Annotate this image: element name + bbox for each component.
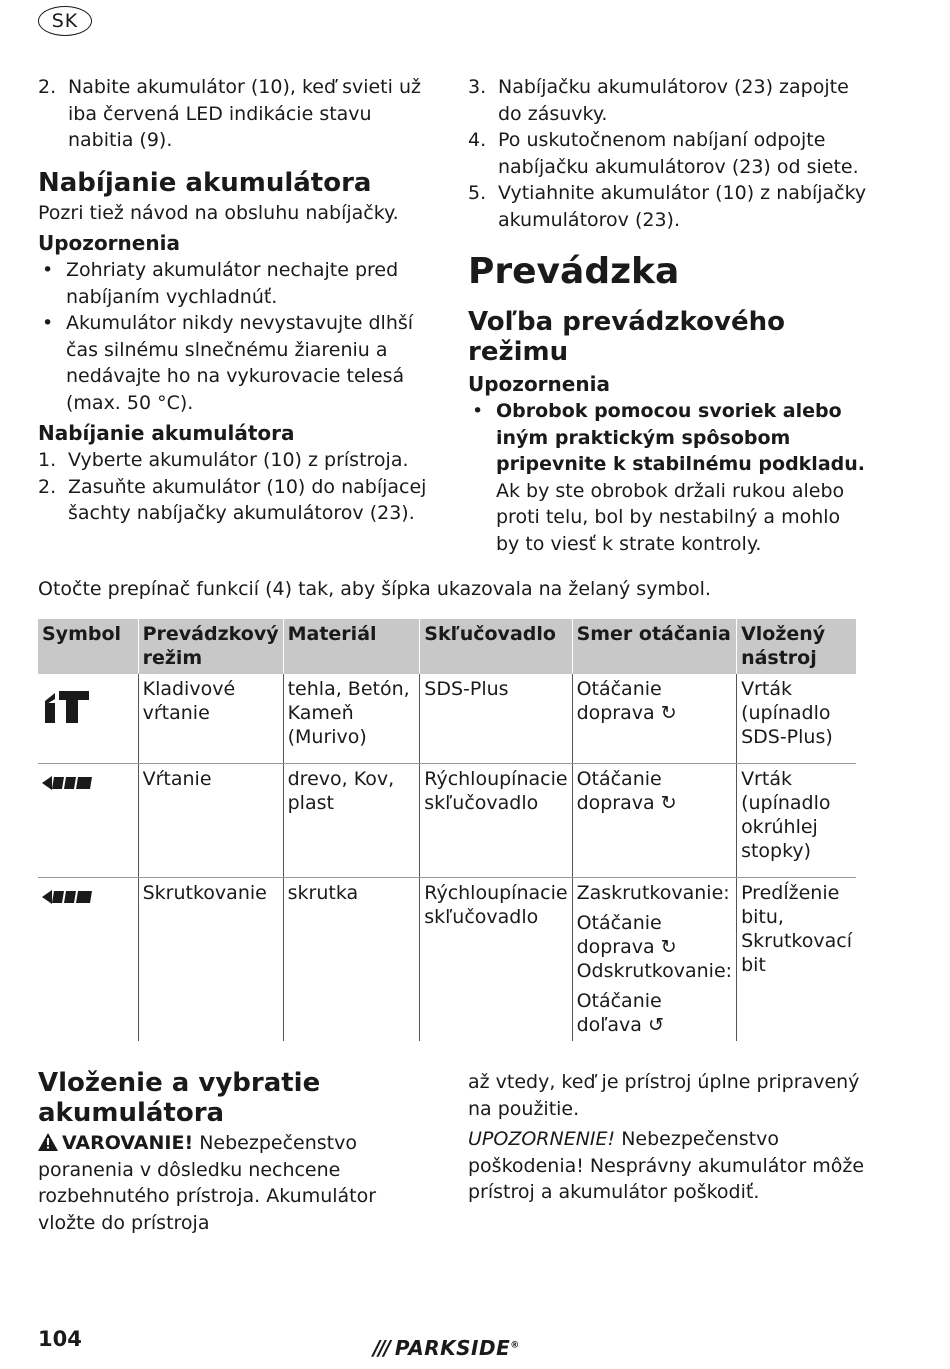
notes-heading: Upozornenia	[468, 372, 610, 396]
material-cell: drevo, Kov, plast	[283, 764, 420, 878]
subheading-charging: Nabíjanie akumulátora	[38, 421, 295, 445]
brand-slashes-icon: ///	[373, 1336, 389, 1360]
symbol-cell	[38, 764, 138, 878]
direction-cell: Otáčanie doprava ↻	[572, 674, 737, 764]
bullet-item: • Akumulátor nikdy nevystavujte dlhší čas silnému slnečnému žiareniu a nedávajte ho na vykurovacie telesá (max. 50 °C).	[38, 310, 438, 416]
column-header: Skľučovadlo	[420, 619, 572, 674]
column-header: Smer otáčania	[572, 619, 737, 674]
right-column	[468, 74, 868, 557]
material-cell: tehla, Betón, Kameň (Murivo)	[283, 674, 420, 764]
table-header-row	[38, 619, 856, 674]
bullet-item: • Zohriaty akumulátor nechajte pred nabíjaním vychladnúť.	[38, 257, 438, 310]
bottom-right-column	[468, 1069, 868, 1206]
column-header: Symbol	[38, 619, 138, 674]
chuck-cell: Rýchloupínacie skľučovadlo	[420, 764, 572, 878]
bullet-item: • Obrobok pomocou svoriek alebo iným praktickým spôsobom pripevnite k stabilnému podkladu. Ak by ste obrobok držali rukou alebo proti telu, bol by nestabilný a mohlo by to viesť k strate kontroly.	[468, 398, 868, 557]
table-row	[38, 878, 856, 1042]
warning-triangle-icon	[38, 1133, 58, 1151]
language-badge: SK	[38, 6, 92, 36]
direction-cell: Zaskrutkovanie: Otáčanie doprava ↻ Odskrutkovanie: Otáčanie doľava ↺	[572, 878, 737, 1042]
list-item: 2. Zasuňte akumulátor (10) do nabíjacej šachty nabíjačky akumulátorov (23).	[38, 475, 427, 524]
drill-icon	[42, 773, 94, 793]
list-item: 1. Vyberte akumulátor (10) z prístroja.	[38, 449, 409, 471]
symbol-cell	[38, 674, 138, 764]
intro-text: Otočte prepínač funkcií (4) tak, aby šípka ukazovala na želaný symbol.	[38, 578, 711, 600]
warning-paragraph: VAROVANIE! Nebezpečenstvo poranenia v dôsledku nechcene rozbehnutého prístroja. Akumulátor vložte do prístroja	[38, 1132, 377, 1234]
see-manual-text: Pozri tiež návod na obsluhu nabíjačky.	[38, 201, 399, 224]
list-item: 3. Nabíjačku akumulátorov (23) zapojte do zásuvky.	[468, 76, 849, 125]
column-header: Prevádzkový režim	[138, 619, 283, 674]
list-item: 5. Vytiahnite akumulátor (10) z nabíjačky akumulátorov (23).	[468, 182, 867, 231]
tool-cell: Vrták (upínadlo SDS-Plus)	[737, 674, 856, 764]
column-header: Materiál	[283, 619, 420, 674]
material-cell: skrutka	[283, 878, 420, 1042]
mode-cell: Skrutkovanie	[138, 878, 283, 1042]
continued-text: až vtedy, keď je prístroj úplne pripravený na použitie.	[468, 1071, 860, 1120]
section-heading-operation: Prevádzka	[468, 251, 680, 292]
column-header: Vložený nástroj	[737, 619, 856, 674]
symbol-cell	[38, 878, 138, 1042]
table-row	[38, 674, 856, 764]
notes-heading: Upozornenia	[38, 231, 180, 255]
section-heading-charging: Nabíjanie akumulátora	[38, 167, 372, 198]
mode-cell: Vŕtanie	[138, 764, 283, 878]
table-row	[38, 764, 856, 878]
brand-logo: /// PARKSIDE®	[373, 1336, 520, 1360]
list-item: 2. Nabite akumulátor (10), keď svieti už iba červená LED indikácie stavu nabitia (9).	[38, 76, 421, 151]
left-column	[38, 74, 438, 527]
screw-icon	[42, 887, 94, 907]
section-heading-insert-remove: Vloženie a vybratie akumulátora	[38, 1068, 321, 1128]
chuck-cell: SDS-Plus	[420, 674, 572, 764]
chuck-cell: Rýchloupínacie skľučovadlo	[420, 878, 572, 1042]
bottom-left-column	[38, 1054, 438, 1236]
direction-cell: Otáčanie doprava ↻	[572, 764, 737, 878]
page-number: 104	[38, 1327, 82, 1351]
tool-cell: Predĺženie bitu, Skrutkovací bit	[737, 878, 856, 1042]
hammer-drill-icon	[42, 685, 92, 727]
operating-modes-table	[38, 619, 856, 1041]
mode-cell: Kladivové vŕtanie	[138, 674, 283, 764]
section-heading-mode: Voľba prevádzkového režimu	[468, 307, 785, 367]
caution-paragraph: UPOZORNENIE! Nebezpečenstvo poškodenia! Nesprávny akumulátor môže prístroj a akumulátor poškodiť.	[468, 1128, 865, 1203]
list-item: 4. Po uskutočnenom nabíjaní odpojte nabíjačku akumulátorov (23) od siete.	[468, 129, 859, 178]
tool-cell: Vrták (upínadlo okrúhlej stopky)	[737, 764, 856, 878]
